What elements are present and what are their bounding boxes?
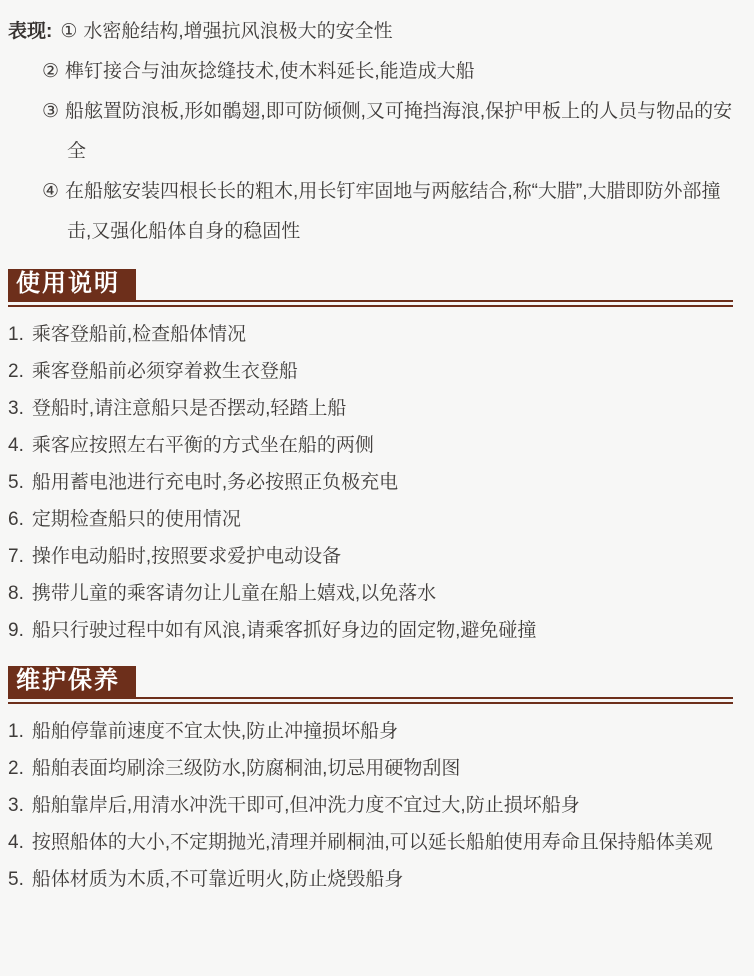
feature-marker: ① <box>60 21 78 42</box>
item-number: 1. <box>8 721 24 742</box>
item-number: 8. <box>8 583 24 604</box>
item-text: 定期检查船只的使用情况 <box>31 509 241 530</box>
item-text: 操作电动船时,按照要求爱护电动设备 <box>31 546 342 567</box>
usage-list-item <box>8 316 744 353</box>
features-label: 表现: <box>8 21 53 42</box>
feature-marker: ② <box>42 61 60 82</box>
item-text: 船舶停靠前速度不宜太快,防止冲撞损坏船身 <box>31 721 399 742</box>
feature-text: 船舷置防浪板,形如鶻翅,即可防倾侧,又可掩挡海浪,保护甲板上的人员与物品的安全 <box>65 101 733 162</box>
usage-section-header <box>8 269 744 307</box>
item-number: 5. <box>8 869 24 890</box>
item-number: 7. <box>8 546 24 567</box>
item-number: 1. <box>8 324 24 345</box>
feature-marker: ④ <box>42 181 60 202</box>
features-first-row <box>8 12 744 52</box>
item-text: 登船时,请注意船只是否摆动,轻踏上船 <box>31 398 347 419</box>
item-text: 船舶表面均刷涂三级防水,防腐桐油,切忌用硬物刮图 <box>31 758 461 779</box>
usage-list-item <box>8 427 744 464</box>
item-text: 乘客登船前,检查船体情况 <box>31 324 247 345</box>
feature-marker: ③ <box>42 101 60 122</box>
usage-list-item <box>8 501 744 538</box>
item-number: 2. <box>8 758 24 779</box>
usage-title-row <box>8 269 733 302</box>
feature-item <box>42 92 744 172</box>
feature-item <box>42 172 744 252</box>
usage-header-rule <box>8 305 733 307</box>
maintenance-title-row <box>8 666 733 699</box>
maintenance-list <box>8 713 744 898</box>
usage-list-item <box>8 538 744 575</box>
maintenance-list-item <box>8 713 744 750</box>
maintenance-header-rule <box>8 702 733 704</box>
item-text: 乘客登船前必须穿着救生衣登船 <box>31 361 298 382</box>
maintenance-list-item <box>8 750 744 787</box>
item-text: 船体材质为木质,不可靠近明火,防止烧毁船身 <box>31 869 404 890</box>
item-text: 乘客应按照左右平衡的方式坐在船的两侧 <box>31 435 374 456</box>
item-number: 5. <box>8 472 24 493</box>
usage-list-item <box>8 353 744 390</box>
feature-item <box>42 52 744 92</box>
item-text: 船用蓄电池进行充电时,务必按照正负极充电 <box>31 472 399 493</box>
maintenance-section-header <box>8 666 744 704</box>
feature-item <box>60 12 744 52</box>
usage-list-item <box>8 390 744 427</box>
item-text: 按照船体的大小,不定期抛光,清理并刷桐油,可以延长船舶使用寿命且保持船体美观 <box>31 832 713 853</box>
feature-text: 水密舱结构,增强抗风浪极大的安全性 <box>83 21 393 42</box>
item-number: 9. <box>8 620 24 641</box>
item-text: 船只行驶过程中如有风浪,请乘客抓好身边的固定物,避免碰撞 <box>31 620 537 641</box>
feature-text: 榫钉接合与油灰捻缝技术,使木料延长,能造成大船 <box>65 61 475 82</box>
item-number: 4. <box>8 435 24 456</box>
item-number: 6. <box>8 509 24 530</box>
usage-section-title: 使用说明 <box>8 269 136 300</box>
item-number: 4. <box>8 832 24 853</box>
usage-list <box>8 316 744 649</box>
maintenance-list-item <box>8 861 744 898</box>
usage-list-item <box>8 612 744 649</box>
usage-list-item <box>8 575 744 612</box>
maintenance-list-item <box>8 824 744 861</box>
feature-text: 在船舷安装四根长长的粗木,用长钉牢固地与两舷结合,称“大腊”,大腊即防外部撞击,又强化船体自身的稳固性 <box>65 181 721 242</box>
maintenance-section-title: 维护保养 <box>8 666 136 697</box>
item-number: 2. <box>8 361 24 382</box>
item-text: 携带儿童的乘客请勿让儿童在船上嬉戏,以免落水 <box>31 583 437 604</box>
item-number: 3. <box>8 795 24 816</box>
item-text: 船舶靠岸后,用清水冲洗干即可,但冲洗力度不宜过大,防止损坏船身 <box>31 795 580 816</box>
item-number: 3. <box>8 398 24 419</box>
maintenance-list-item <box>8 787 744 824</box>
features-section <box>8 10 744 252</box>
usage-list-item <box>8 464 744 501</box>
